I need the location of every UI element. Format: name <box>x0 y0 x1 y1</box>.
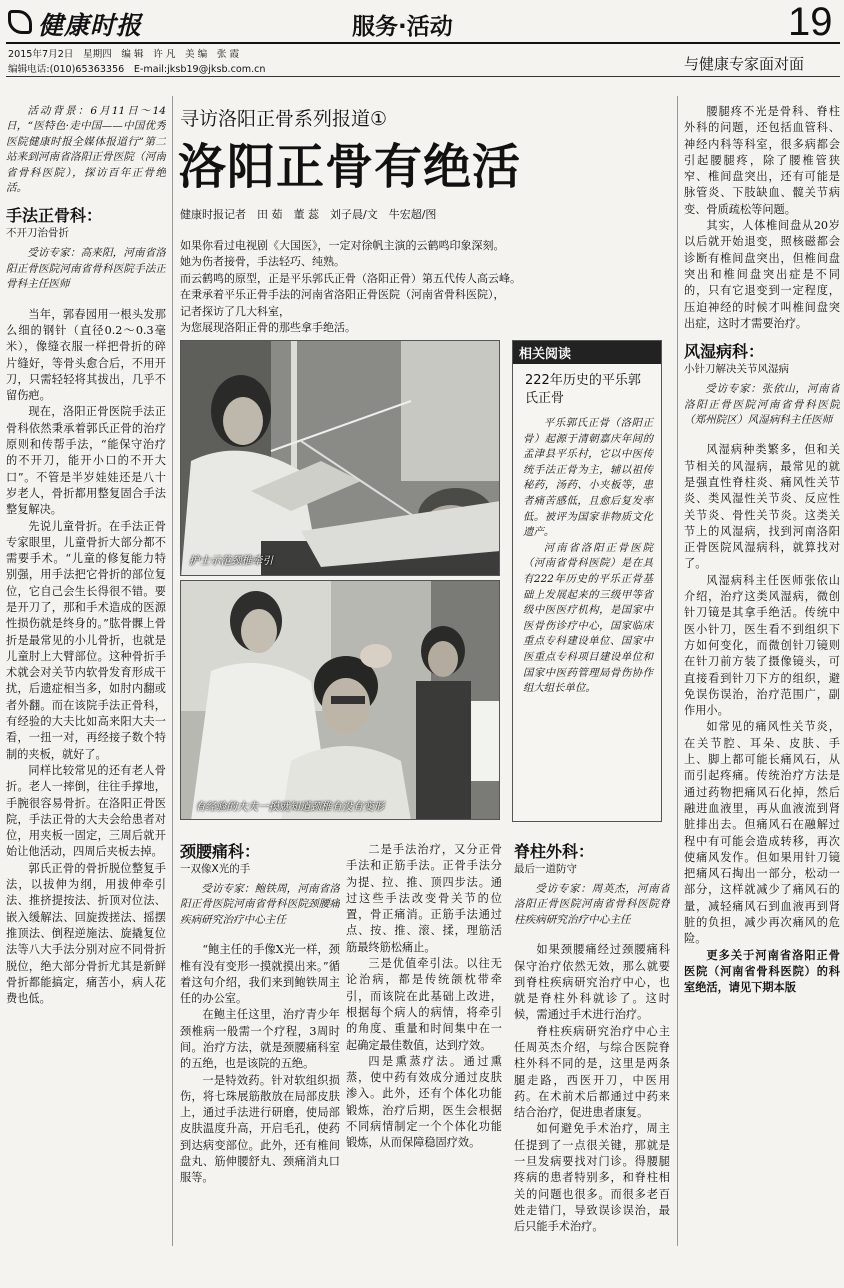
intro-line: 如果你看过电视剧《大国医》，一定对徐帆主演的云鹤鸣印象深刻。 <box>180 239 505 252</box>
section-title: 服务·活动 <box>352 14 453 40</box>
paragraph: 同样比较常见的还有老人骨折。老人一摔倒，往往手撑地，手腕很容易骨折。在洛阳正骨医院，手法正骨的大夫会给患者对位，用夹板一固定，三周后就开始让他活动，四周后夹板去掉。 <box>6 763 166 859</box>
expert-intro-manipulation: 受访专家：高来阳，河南省洛阳正骨医院河南省骨科医院手法正骨科主任医师 <box>6 247 166 291</box>
photo-neck-check <box>180 580 500 820</box>
article-column-5 <box>684 104 840 1244</box>
page-number: 19 <box>788 0 833 44</box>
sidebar-related-reading <box>512 340 662 822</box>
photo-neck-image <box>181 581 500 820</box>
paragraph: 脊柱疾病研究治疗中心主任周英杰介绍，与综合医院脊柱外科不同的是，这里是两条腿走路，西医开刀，中医用药。在术前术后都通过中药来结合治疗，促进患者康复。 <box>514 1024 670 1120</box>
column-divider <box>677 96 678 1246</box>
paragraph: 其实，人体椎间盘从20岁以后就开始退变，照核磁都会诊断有椎间盘突出，但椎间盘突出和椎间盘突出症是不同的，只有它退变到一定程度，压迫神经的时候才叫椎间盘突出症，这时才需要治疗。 <box>684 219 840 330</box>
section-subtitle-spine: 最后一道防守 <box>514 863 577 875</box>
intro-line: 在秉承着平乐正骨手法的河南省洛阳正骨医院（河南省骨科医院）， <box>180 288 505 302</box>
info-line-date: 2015年7月2日 星期四 编 辑 许 凡 美 编 张 霞 <box>8 49 240 60</box>
intro-block <box>180 238 670 336</box>
section-title-neck: 颈腰痛科： <box>180 842 261 861</box>
paragraph: 风湿病种类繁多，但和关节相关的风湿病，最常见的就是强直性脊柱炎、痛风性关节炎、类风湿性关节炎、反应性关节炎、骨性关节炎。这类关节上的风湿病，找到河南洛阳正骨医院风湿病科，就算找对了。 <box>684 443 840 571</box>
paragraph: 一是特效药。针对软组织损伤，将七珠展筋散放在局部皮肤上，通过手法进行研磨，使局部皮肤温度升高，开启毛孔，使药到达病变部位。此外，还有椎间盘丸、筋伸腰舒丸、颈痛消丸口服等。 <box>180 1073 340 1185</box>
byline: 健康时报记者 田 茹 董 蕊 刘子晨/文 牛宏超/图 <box>180 208 437 221</box>
sidebar-title: 222年历史的平乐郭氏正骨 <box>525 373 641 406</box>
section-subtitle-manipulation: 不开刀治骨折 <box>6 227 69 240</box>
photo-caption: 护士示范颈椎牵引 <box>189 555 273 567</box>
photo-traction-image <box>181 341 500 576</box>
article-column-2 <box>180 842 340 1242</box>
header-rule <box>6 42 840 44</box>
intro-line: 而云鹤鸣的原型，正是平乐郭氏正骨（洛阳正骨）第五代传人高云峰。 <box>180 271 521 285</box>
info-line-contact: 编辑电话:(010)65363356 E-mail:jksb19@jksb.com.cn <box>8 64 266 75</box>
logo-text: 健康时报 <box>38 11 143 40</box>
intro-line: 为您展现洛阳正骨的那些拿手绝活。 <box>180 321 356 335</box>
photo-caption: 有经验的大夫一摸就知道颈椎有没有变形 <box>195 801 384 813</box>
article-column-4 <box>514 842 670 1242</box>
closing-note: 更多关于河南省洛阳正骨医院（河南省骨科医院）的科室绝活，请见下期本版 <box>684 948 840 995</box>
headline: 洛阳正骨有绝活 <box>178 139 522 195</box>
paragraph: 在鲍主任这里，治疗青少年颈椎病一般需一个疗程，3周时间。治疗方法，就是颈腰痛科室的五绝，也是该院的五绝。 <box>180 1008 340 1071</box>
section-subtitle-rheumatism: 小针刀解决关节风湿病 <box>684 363 789 376</box>
paragraph: 二是手法治疗，又分正骨手法和正筋手法。正骨手法分为提、拉、推、顶四步法。通过这些手法改变骨关节的位置，骨正痛消。正筋手法通过点、按、推、滚、揉，理筋活筋最终筋松痛止。 <box>346 843 502 954</box>
paragraph: 郭氏正骨的骨折脱位整复手法，以拔伸为纲，用拔伸牵引法、推挤提按法、折顶对位法、嵌入缓解法、回旋拨搓法、摇摆推顶法、倒程逆施法、旋撬复位法等八大手法分别对应不同骨折脱位，绝大部分骨折尤其是新鲜骨折都能搞定，痛苦小，病人花费也低。 <box>6 861 166 1006</box>
sidebar-paragraph: 河南省洛阳正骨医院（河南省骨科医院）是在具有222年历史的平乐正骨基础上发展起来的三级甲等省级中医医疗机构，是国家中医骨伤诊疗中心，国家临床重点专科建设单位、国家中医重点专科项目建设单位和国家中医药管理局骨伤协作组大组长单位。 <box>523 541 653 695</box>
paragraph: 四是熏蒸疗法。通过熏蒸，使中药有效成分通过皮肤渗入。此外，还有个体化功能锻炼，治疗后期，医生会根据不同病情制定一个个体化功能锻炼，从而保障稳固疗效。 <box>346 1054 502 1150</box>
expert-intro-rheumatism: 受访专家：张依山，河南省洛阳正骨医院河南省骨科医院（郑州院区）风湿病科主任医师 <box>684 383 840 426</box>
section-title-spine: 脊柱外科： <box>514 842 595 861</box>
section-subtitle-neck: 一双像X光的手 <box>180 863 251 875</box>
logo-mark-icon <box>8 10 32 34</box>
article-column-3 <box>346 842 502 1242</box>
expert-intro-neck: 受访专家：鲍铁周，河南省洛阳正骨医院河南省骨科医院颈腰痛疾病研究治疗中心主任 <box>180 883 340 926</box>
sidebar-label: 相关阅读 <box>513 341 661 364</box>
intro-line: 记者探访了几大科室， <box>180 304 290 318</box>
paragraph: 风湿病科主任医师张依山介绍，治疗这类风湿病，微创针刀镜是其拿手绝活。传统中医小针刀，医生看不到组织下方如何变化，而微创针刀镜则在针刀前方装了摄像镜头，可直接看到针刀下方的组织，避免误伤误治，治疗范围广，副作用小。 <box>684 573 840 718</box>
sidebar-paragraph: 平乐郭氏正骨（洛阳正骨）起源于清朝嘉庆年间的孟津县平乐村，它以中医传统手法正骨为主，辅以祖传秘药，汤药、小夹板等，患者痛苦感低，且愈后复发率低。被评为国家非物质文化遗产。 <box>523 417 653 539</box>
paragraph: 如何避免手术治疗，周主任提到了一点很关键，那就是一旦发病要找对门诊。得腰腿疼病的患者特别多，和脊柱相关的问题也很多。而很多老百姓走错门，导致误诊误治，最后只能手术治疗。 <box>514 1122 670 1234</box>
expert-intro-spine: 受访专家：周英杰，河南省洛阳正骨医院河南省骨科医院脊柱疾病研究治疗中心主任 <box>514 883 670 926</box>
section-title-rheumatism: 风湿病科： <box>684 342 765 362</box>
activity-background: 活动背景：6月11日～14日，“医特色·走中国——中国优秀医院健康时报全媒体报道行”第二站来到河南省洛阳正骨医院（河南省骨科医院），探访百年正骨绝活。 <box>6 105 166 195</box>
intro-line: 她为伤者接骨，手法轻巧、纯熟。 <box>180 255 345 269</box>
column-divider <box>172 96 173 1246</box>
article-column-1 <box>6 104 166 1244</box>
paragraph: “鲍主任的手像X光一样，颈椎有没有变形一摸就摸出来。”循着这句介绍，我们来到鲍铁周主任的办公室。 <box>180 943 340 1006</box>
paragraph: 如果颈腰痛经过颈腰痛科保守治疗依然无效，那么就要到脊柱疾病研究治疗中心，也就是脊柱外科就诊了。这时候，需通过手术进行治疗。 <box>514 943 670 1022</box>
paragraph: 现在，洛阳正骨医院手法正骨科依然秉承着郭氏正骨的治疗原则和传帮手法，“能保守治疗的不开刀，能开小口的不开大口”。不管是半岁娃娃还是八十岁老人，骨折都用整复固合手法整复解决。 <box>6 405 166 517</box>
paragraph: 三是优值牵引法。以往无论治病，都是传统颌枕带牵引，而该院在此基础上改进，根据每个病人的病情，将牵引的角度、重量和时间集中在一起确定最佳数值，达到疗效。 <box>346 957 502 1052</box>
photo-traction-demo <box>180 340 500 576</box>
paragraph: 当年，郭春园用一根头发那么细的钢针（直径0.2～0.3毫米），像缝衣服一样把骨折的碎片缝好，等骨头愈合后，不用开刀，只需轻轻将其拔出，几乎不留伤疤。 <box>6 307 166 403</box>
header-rule-bottom <box>6 76 840 77</box>
masthead-logo <box>6 4 166 40</box>
column-tag: 与健康专家面对面 <box>684 55 805 73</box>
series-title: 寻访洛阳正骨系列报道① <box>180 108 388 130</box>
paragraph: 腰腿疼不光是骨科、脊柱外科的问题，还包括血管科、神经内科等科室，很多病都会引起腰腿疼，除了腰椎管狭窄、椎间盘突出，还有可能是脉管炎、下肢缺血、髋关节病变、骨质疏松等问题。 <box>684 105 840 216</box>
paragraph: 先说儿童骨折。在手法正骨专家眼里，儿童骨折大部分都不需要手术。“儿童的修复能力特别强，用手法把它骨折的部位复位，它自己会生长得很不错。要是开刀了，那和手术造成的医源性损伤就是终身的。”肱骨髁上骨折是最常见的小儿骨折，也就是儿童肘上大臂部位。这种骨折手术就会对关节内软骨发育形成干扰，后遗症相当多，如肘内翻或者外翻。而在该院手法正骨科，有经验的大夫比如高来阳大夫一看，一扭一对，再经接子数个特制的夹板，就好了。 <box>6 519 166 761</box>
paragraph: 如常见的痛风性关节炎，在关节腔、耳朵、皮肤、手上、脚上都可能长痛风石，从而引起疼痛。传统治疗方法是通过药物把痛风石化掉，然后融进血液里，再从血液流到肾脏排出去。但痛风石在融解过程中有可能会造成转移，再次使痛风发作。但如果用针刀镜把痛风石掏出一部分，松动一部分，这样就减少了痛风石的量，减轻痛风石到血液再到肾脏的负担，减少再次痛风的危险。 <box>684 720 840 946</box>
section-title-manipulation: 手法正骨科： <box>6 206 103 226</box>
